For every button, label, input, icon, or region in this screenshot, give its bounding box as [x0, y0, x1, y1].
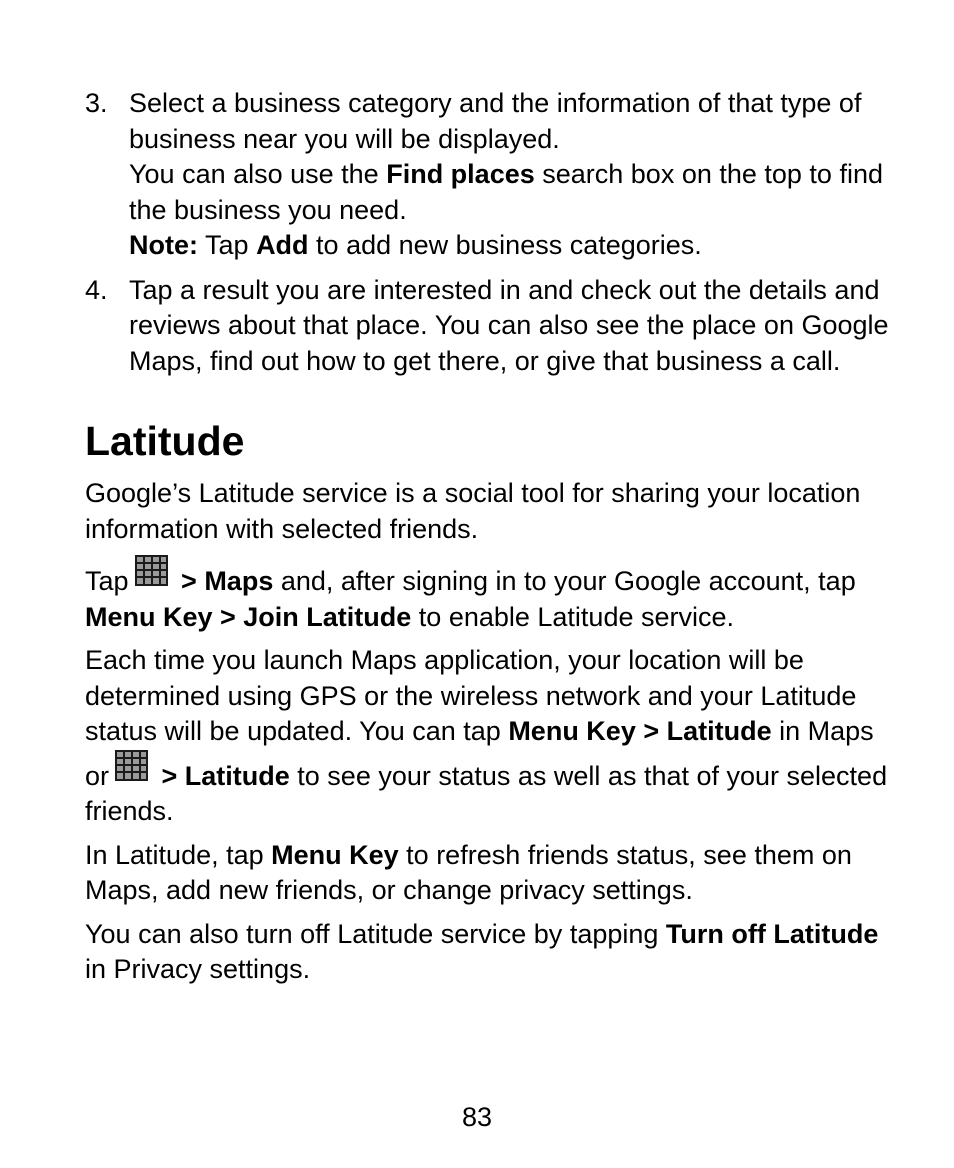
- para-text-run: in Privacy settings.: [85, 954, 311, 984]
- step-body: [129, 86, 895, 264]
- para-text-run: In Latitude, tap: [85, 839, 272, 870]
- para-text-run: Each time you launch Maps application, your location will be determined using GPS or the wireless network and your Latitude status will be updated. You can tap: [85, 645, 857, 746]
- note-label: Note:: [129, 230, 198, 260]
- para-text-run: in Maps or: [85, 716, 874, 791]
- latitude-term: > Latitude: [154, 760, 290, 791]
- step-text-run: Tap a result you are interested in and check out the details and reviews about that place. You can also see the place on Google Maps, find out how to get there, or give that business a call.: [129, 274, 889, 376]
- manual-page: [85, 86, 895, 996]
- para-text-run: to enable Latitude service.: [411, 601, 735, 632]
- turn-off-latitude-term: Turn off Latitude: [665, 918, 879, 949]
- para-text-run: to see your status as well as that of your selected friends.: [85, 760, 888, 826]
- join-latitude-term: Menu Key > Join Latitude: [85, 601, 412, 632]
- app-grid-icon: [115, 750, 148, 781]
- paragraph-menu-key: [85, 838, 895, 909]
- step-text: [129, 86, 895, 157]
- app-grid-icon: [135, 555, 168, 586]
- step-note: [129, 228, 895, 264]
- page-number: 83: [461, 1102, 493, 1132]
- step-body: [129, 273, 895, 380]
- paragraph-intro: Google’s Latitude service is a social tool for sharing your location information with selected friends.: [85, 478, 861, 544]
- paragraph-status: [85, 643, 895, 830]
- maps-term: > Maps: [173, 566, 274, 596]
- step-text: [129, 157, 895, 228]
- menu-key-term: Menu Key: [271, 839, 399, 870]
- step-text-run: to add new business categories.: [308, 230, 702, 260]
- para-text-run: and, after signing in to your Google account, tap: [273, 566, 856, 596]
- paragraph-turn-off: [85, 917, 895, 988]
- step-text-run: Tap: [198, 230, 257, 260]
- menu-latitude-term: Menu Key > Latitude: [508, 716, 772, 746]
- paragraph-open-maps: [85, 555, 895, 635]
- add-term: Add: [256, 230, 309, 260]
- step-number: 3.: [85, 88, 108, 118]
- step-4: [85, 273, 895, 380]
- find-places-term: Find places: [386, 159, 535, 189]
- para-text-run: to refresh friends status, see them on Maps, add new friends, or change privacy settings.: [85, 839, 852, 905]
- step-3: [85, 86, 895, 264]
- para-text-run: You can also turn off Latitude service by tapping: [85, 918, 666, 949]
- step-number: 4.: [85, 274, 108, 305]
- step-text-run: Select a business category and the information of that type of business near you will be displayed.: [129, 88, 862, 154]
- step-text: [129, 273, 895, 380]
- para-text-run: Tap: [85, 566, 129, 596]
- step-text-run: You can also use the: [129, 159, 387, 189]
- section-title: Latitude: [85, 418, 245, 464]
- step-text-run: search box on the top to find the business you need.: [129, 159, 883, 225]
